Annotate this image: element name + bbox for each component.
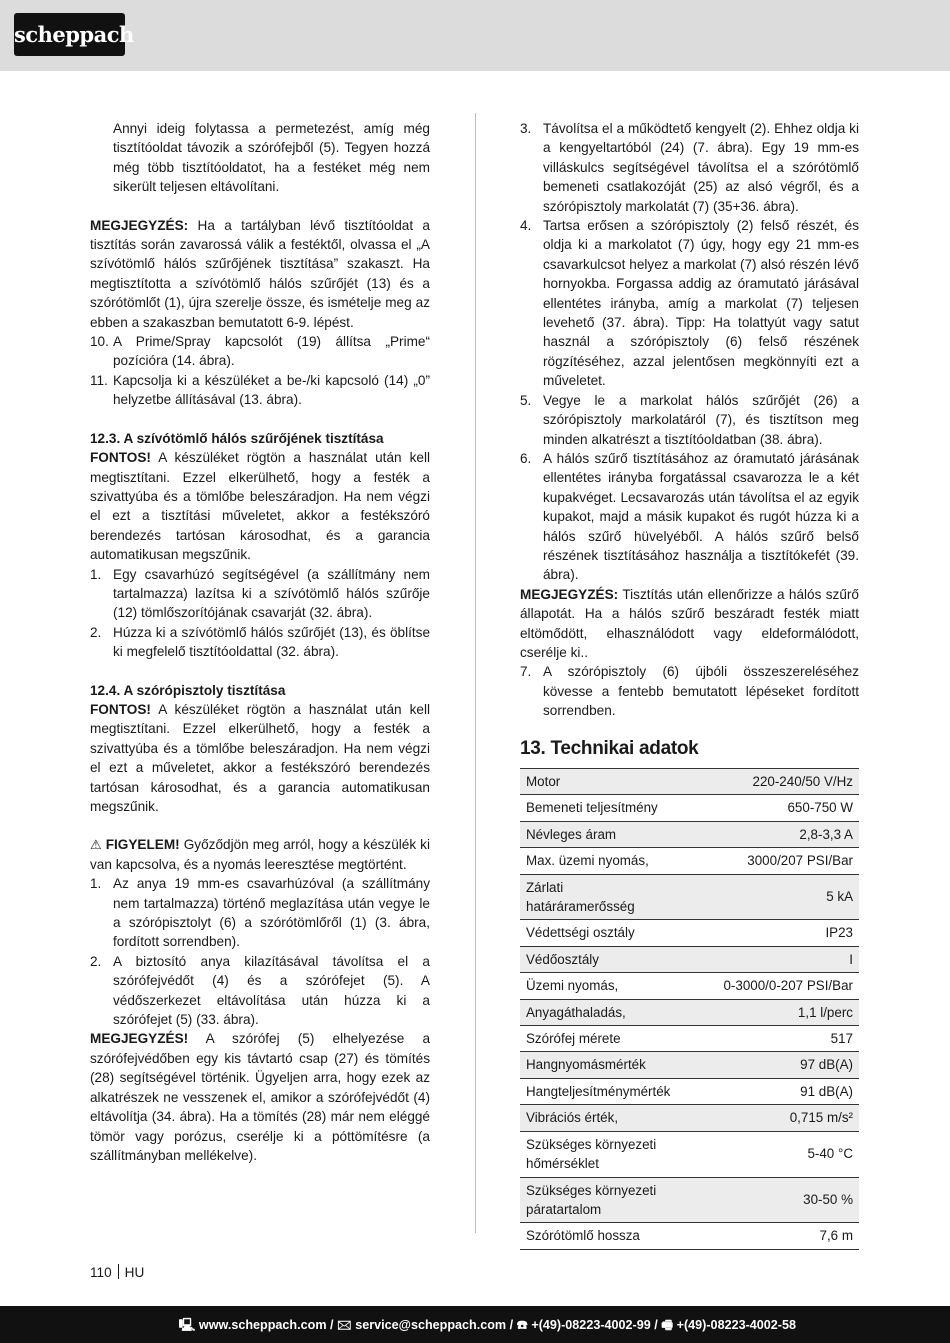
list-item	[520, 391, 859, 449]
list-item	[520, 119, 859, 216]
spec-value: 0-3000/0-207 PSI/Bar	[676, 973, 859, 999]
spec-value: 650-750 W	[676, 795, 859, 821]
step-text: A hálós szűrő tisztításához az óramutató járásának ellentétes irányba forgatással csavarozza le a két kupakvéget. Lecsavarozás után távolítsa el az egyik kupakot, majd a másik kupakot és rugót húzza ki a hálós szűrő hüvelyéből. A hálós szűrő belső részének tisztításához használja a tisztítókefét (39. ábra).	[543, 450, 859, 583]
table-row	[520, 1052, 859, 1078]
step-number: 2.	[90, 953, 102, 969]
step-number: 1.	[90, 876, 102, 892]
important-label: FONTOS!	[90, 701, 151, 717]
section-12-3-title: 12.3. A szívótömlő hálós szűrőjének tisztítása	[90, 430, 384, 446]
step-text: Húzza ki a szívótömlő hálós szűrőjét (13), és öblítse ki megfelelő tisztítóoldattal (32. ábra).	[113, 624, 430, 660]
spec-value: IP23	[676, 920, 859, 946]
step-number: 6.	[520, 450, 532, 466]
list-item	[520, 216, 859, 391]
important-text: A készüléket rögtön a használat után kell megtisztítani. Ezzel elkerülhető, hogy a festék a szivattyúba és a tömlőbe beleszáradjon. Ha nem végzi el ezt a műveletet, akkor a festékszóró berendezés tartósan károsodhat, és a garancia automatikusan megszűnik.	[90, 701, 430, 814]
table-row	[520, 848, 859, 874]
spec-value: 220-240/50 V/Hz	[676, 769, 859, 795]
step-text: A biztosító anya kilazításával távolítsa el a szórófejvédőt (4) és a szórófejet (5). A védőszerkezet eltávolítása után húzza ki a szórófejet (5) (33. ábra).	[113, 953, 430, 1028]
warning-icon: ⚠	[90, 837, 102, 853]
step-number: 11.	[90, 372, 108, 388]
page-number: 110	[90, 1265, 112, 1280]
page-header	[0, 0, 950, 71]
list-item	[520, 449, 859, 585]
spec-label: Vibrációs érték,	[520, 1105, 676, 1131]
step-number: 2.	[90, 624, 102, 640]
column-divider	[475, 113, 476, 1233]
table-row	[520, 946, 859, 972]
step-text: Kapcsolja ki a készüléket a be-/ki kapcsoló (14) „0” helyzetbe állításával (13. ábra).	[113, 372, 430, 408]
spec-value: 1,1 l/perc	[676, 999, 859, 1025]
note-text: A szórófej (5) elhelyezése a szórófejvédőben egy kis távtartó csap (27) és tömítés (28) segítségével történik. Ügyeljen arra, hogy ezek az alkatrészek ne vesszenek el, amikor a szórófejvédőt (4) eltávolítja (34. ábra). Ha a tömítés (28) már nem eléggé tömör vagy porózus, cserélje ki a póttömítésre (a szállítmányban mellékelve).	[90, 1031, 430, 1163]
table-row	[520, 821, 859, 847]
list-item	[520, 662, 859, 720]
table-row	[520, 1177, 859, 1223]
table-row	[520, 999, 859, 1025]
step-number: 1.	[90, 566, 102, 582]
table-row	[520, 1105, 859, 1131]
note-paragraph	[90, 1029, 430, 1165]
step-11	[90, 371, 430, 410]
spec-value: 5-40 °C	[676, 1131, 859, 1177]
section-12-4-title: 12.4. A szórópisztoly tisztítása	[90, 682, 286, 698]
spec-label: Motor	[520, 769, 676, 795]
warning-text: Győződjön meg arról, hogy a készülék ki van kapcsolva, és a nyomás leeresztése megtörtént.	[90, 837, 430, 872]
contact-line: 🖳 www.scheppach.com / 🖂 service@scheppach.com / ☎ +(49)-08223-4002-99 / 🖷 +(49)-08223-4002-58	[178, 1318, 796, 1332]
note-text: Ha a tartályban lévő tisztítóoldat a tisztítás során zavarossá válik a festéktől, olvassa el „A szívótömlő hálós szűrőjének tisztítása” szakaszt. Ha megtisztította a szívótömlő hálós szűrőjét (13) és a szórótömlőt (1), újra szerelje össze, és ismételje meg az ebben a szakaszban bemutatott 6-9. lépést.	[90, 217, 430, 330]
spec-value: 3000/207 PSI/Bar	[676, 848, 859, 874]
step-text: Távolítsa el a működtető kengyelt (2). Ehhez oldja ki a kengyeltartóból (24) (7. ábra). Egy 19 mm-es villáskulcs segítségével távolítsa el a szórótömlő bemeneti csatlakozóját (25) az alsó végről, és a szórópisztoly markolatát (7) (35+36. ábra).	[543, 121, 859, 214]
spec-label: Zárlati határáramerősség	[520, 874, 676, 920]
note-label: MEGJEGYZÉS:	[90, 217, 189, 233]
spec-label: Védettségi osztály	[520, 920, 676, 946]
spec-value: 7,6 m	[676, 1223, 859, 1249]
table-row	[520, 874, 859, 920]
note-label: MEGJEGYZÉS!	[90, 1031, 189, 1047]
spec-label: Szükséges környezeti hőmérséklet	[520, 1131, 676, 1177]
spec-value: 30-50 %	[676, 1177, 859, 1223]
brand-logo	[14, 13, 134, 56]
step-text: Egy csavarhúzó segítségével (a szállítmány nem tartalmazza) lazítsa ki a szívótömlő hálós szűrője (12) tömlőszorítójának csavarját (32. ábra).	[113, 566, 430, 621]
spec-value: 2,8-3,3 A	[676, 821, 859, 847]
note-text: Tisztítás után ellenőrizze a hálós szűrő állapotát. Ha a hálós szűrő beszáradt festék miatt eltömődött, elhasználódott vagy eldeformálódott, cserélje ki..	[520, 586, 859, 660]
table-row	[520, 1026, 859, 1052]
spec-label: Hangnyomásmérték	[520, 1052, 676, 1078]
note-label: MEGJEGYZÉS:	[520, 586, 619, 602]
step-10	[90, 332, 430, 371]
language-code: HU	[124, 1265, 145, 1280]
spec-label: Szórótömlő hossza	[520, 1223, 676, 1249]
spec-table	[520, 768, 859, 1250]
list-item	[90, 565, 430, 623]
page-number-area	[90, 1264, 144, 1280]
step-text: A szórópisztoly (6) újbóli összeszereléséhez kövesse a fentebb bemutatott lépéseket fordított sorrendben.	[543, 664, 859, 719]
right-column	[520, 119, 859, 1250]
list-item	[90, 623, 430, 662]
step-number: 3.	[520, 121, 532, 136]
warning-label: FIGYELEM!	[105, 837, 180, 853]
spec-label: Védőosztály	[520, 946, 676, 972]
spec-label: Névleges áram	[520, 821, 676, 847]
spec-label: Max. üzemi nyomás,	[520, 848, 676, 874]
important-label: FONTOS!	[90, 450, 151, 466]
spec-value: 91 dB(A)	[676, 1078, 859, 1104]
spec-value: I	[676, 946, 859, 972]
step-text: Az anya 19 mm-es csavarhúzóval (a szállítmány nem tartalmazza) történő meglazítása után vegye le a szórópisztolyt (6) a szórótömlőről (1) (3. ábra, fordított sorrendben).	[113, 876, 430, 950]
step-text: Tartsa erősen a szórópisztoly (2) felső részét, és oldja ki a markolatot (7) úgy, hogy egy 21 mm-es csavarkulcsot helyez a markolat (7) alsó részén lévő hornyokba. Forgassa addig az óramutató járásával ellentétes irányba, amíg a markolat (7) teljesen levehető (37. ábra). Tipp: Ha tolattyút vagy satut használ a szórópisztoly (6) felső részének rögzítéséhez, azzal jelentősen megkönnyíti ezt a műveletet.	[543, 218, 859, 389]
brand-logo-text: scheppach	[14, 22, 134, 47]
list-item	[90, 952, 430, 1030]
section-13-title: 13. Technikai adatok	[520, 737, 699, 759]
page-number-separator	[118, 1264, 119, 1279]
step-number: 4.	[520, 218, 532, 234]
note-paragraph	[90, 216, 430, 332]
spec-label: Hangteljesítménymérték	[520, 1078, 676, 1104]
spec-label: Üzemi nyomás,	[520, 973, 676, 999]
spec-label: Szükséges környezeti páratartalom	[520, 1177, 676, 1223]
important-paragraph	[90, 448, 430, 564]
warning-paragraph	[90, 835, 430, 874]
spec-label: Szórófej mérete	[520, 1026, 676, 1052]
table-row	[520, 920, 859, 946]
note-paragraph	[520, 585, 859, 663]
step-number: 10.	[90, 334, 109, 350]
list-item	[90, 874, 430, 952]
step-text: A Prime/Spray kapcsolót (19) állítsa „Prime“ pozícióra (14. ábra).	[113, 334, 430, 369]
left-column	[90, 119, 430, 1165]
table-row	[520, 795, 859, 821]
page-footer	[0, 1306, 950, 1343]
table-row	[520, 1131, 859, 1177]
spec-value: 97 dB(A)	[676, 1052, 859, 1078]
step-number: 5.	[520, 392, 532, 408]
step-text: Vegye le a markolat hálós szűrőjét (26) a szórópisztoly markolatáról (7), és tisztítson meg minden alkatrészt a tisztítóoldatban (38. ábra).	[543, 392, 859, 447]
spec-value: 517	[676, 1026, 859, 1052]
step-number: 7.	[520, 664, 532, 680]
spec-label: Anyagáthaladás,	[520, 999, 676, 1025]
table-row	[520, 769, 859, 795]
spec-value: 0,715 m/s²	[676, 1105, 859, 1131]
table-row	[520, 973, 859, 999]
spec-label: Bemeneti teljesítmény	[520, 795, 676, 821]
important-paragraph	[90, 700, 430, 816]
table-row	[520, 1223, 859, 1249]
spec-value: 5 kA	[676, 874, 859, 920]
intro-paragraph: Annyi ideig folytassa a permetezést, amíg még tisztítóoldat távozik a szórófejből (5). Tegyen hozzá még több tisztítóoldatot, ha a festéket még nem sikerült teljesen eltávolítani.	[113, 121, 430, 195]
important-text: A készüléket rögtön a használat után kell megtisztítani. Ezzel elkerülhető, hogy a festék a szivattyúba és a tömlőbe beleszáradjon. Ha nem végzi el ezt a tisztítási műveletet, akkor a festékszóró berendezés tartósan károsodhat, és a garancia automatikusan megszűnik.	[90, 450, 430, 563]
table-row	[520, 1078, 859, 1104]
